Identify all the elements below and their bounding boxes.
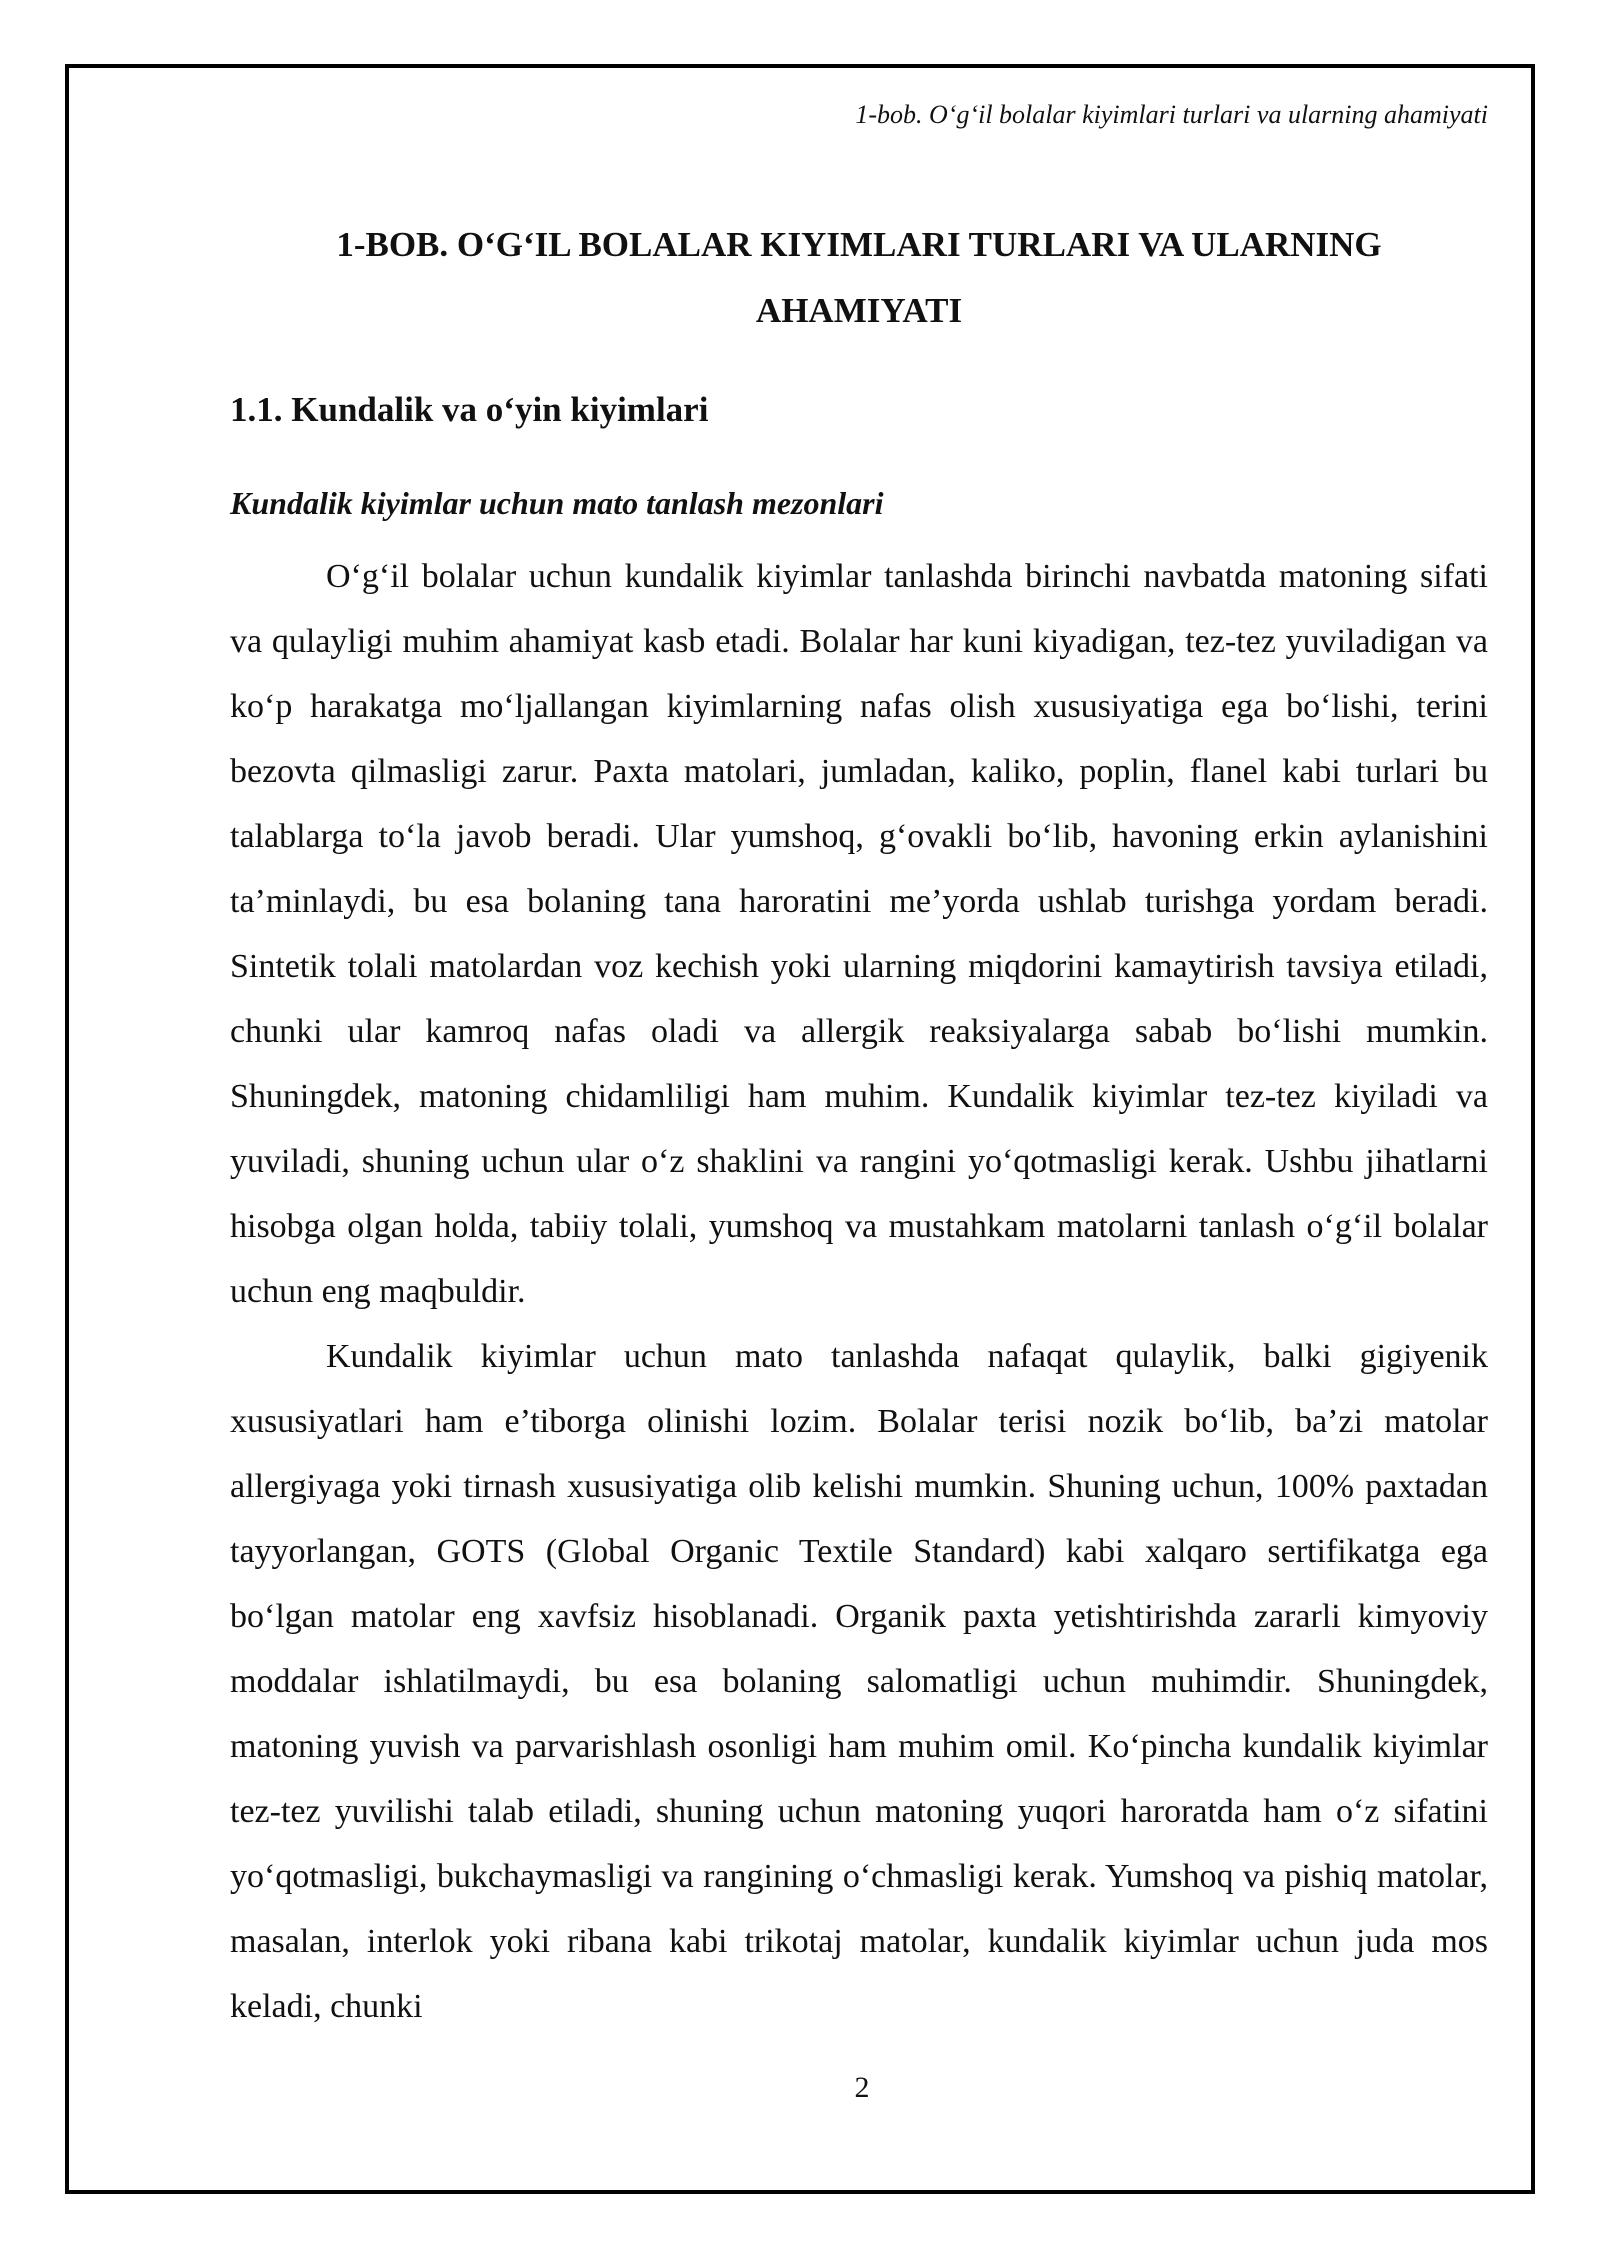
running-header: 1-bob. O‘g‘il bolalar kiyimlari turlari va ularning ahamiyati xyxy=(855,100,1488,129)
chapter-title: 1-BOB. O‘G‘IL BOLALAR KIYIMLARI TURLARI VA ULARNING AHAMIYATI xyxy=(336,225,1382,330)
section-title: 1.1. Kundalik va o‘yin kiyimlari xyxy=(230,390,709,429)
page-number: 2 xyxy=(854,2071,870,2104)
body-text xyxy=(230,544,1488,2039)
subsection-title: Kundalik kiyimlar uchun mato tanlash mezonlari xyxy=(230,485,884,521)
paragraph-2: Kundalik kiyimlar uchun mato tanlashda nafaqat qulaylik, balki gigiyenik xususiyatlari ham e’tiborga olinishi lozim. Bolalar terisi nozik bo‘lib, ba’zi matolar allergiyaga yoki tirnash xususiyatiga olib kelishi mumkin. Shuning uchun, 100% paxtadan tayyorlangan, GOTS (Global Organic Textile Standard) kabi xalqaro sertifikatga ega bo‘lgan matolar eng xavfsiz hisoblanadi. Organik paxta yetishtirishda zararli kimyoviy moddalar ishlatilmaydi, bu esa bolaning salomatligi uchun muhimdir. Shuningdek, matoning yuvish va parvarishlash osonligi ham muhim omil. Ko‘pincha kundalik kiyimlar tez-tez yuvilishi talab etiladi, shuning uchun matoning yuqori haroratda ham o‘z sifatini yo‘qotmasligi, bukchaymasligi va rangining o‘chmasligi kerak. Yumshoq va pishiq matolar, masalan, interlok yoki ribana kabi trikotaj matolar, kundalik kiyimlar uchun juda mos keladi, chunki xyxy=(230,1338,1488,2025)
paragraph-1: O‘g‘il bolalar uchun kundalik kiyimlar tanlashda birinchi navbatda matoning sifati va qulayligi muhim ahamiyat kasb etadi. Bolalar har kuni kiyadigan, tez-tez yuviladigan va ko‘p harakatga mo‘ljallangan kiyimlarning nafas olish xususiyatiga ega bo‘lishi, terini bezovta qilmasligi zarur. Paxta matolari, jumladan, kaliko, poplin, flanel kabi turlari bu talablarga to‘la javob beradi. Ular yumshoq, g‘ovakli bo‘lib, havoning erkin aylanishini ta’minlaydi, bu esa bolaning tana haroratini me’yorda ushlab turishga yordam beradi. Sintetik tolali matolardan voz kechish yoki ularning miqdorini kamaytirish tavsiya etiladi, chunki ular kamroq nafas oladi va allergik reaksiyalarga sabab bo‘lishi mumkin. Shuningdek, matoning chidamliligi ham muhim. Kundalik kiyimlar tez-tez kiyiladi va yuviladi, shuning uchun ular o‘z shaklini va rangini yo‘qotmasligi kerak. Ushbu jihatlarni hisobga olgan holda, tabiiy tolali, yumshoq va mustahkam matolarni tanlash o‘g‘il bolalar uchun eng maqbuldir. xyxy=(230,558,1488,1310)
